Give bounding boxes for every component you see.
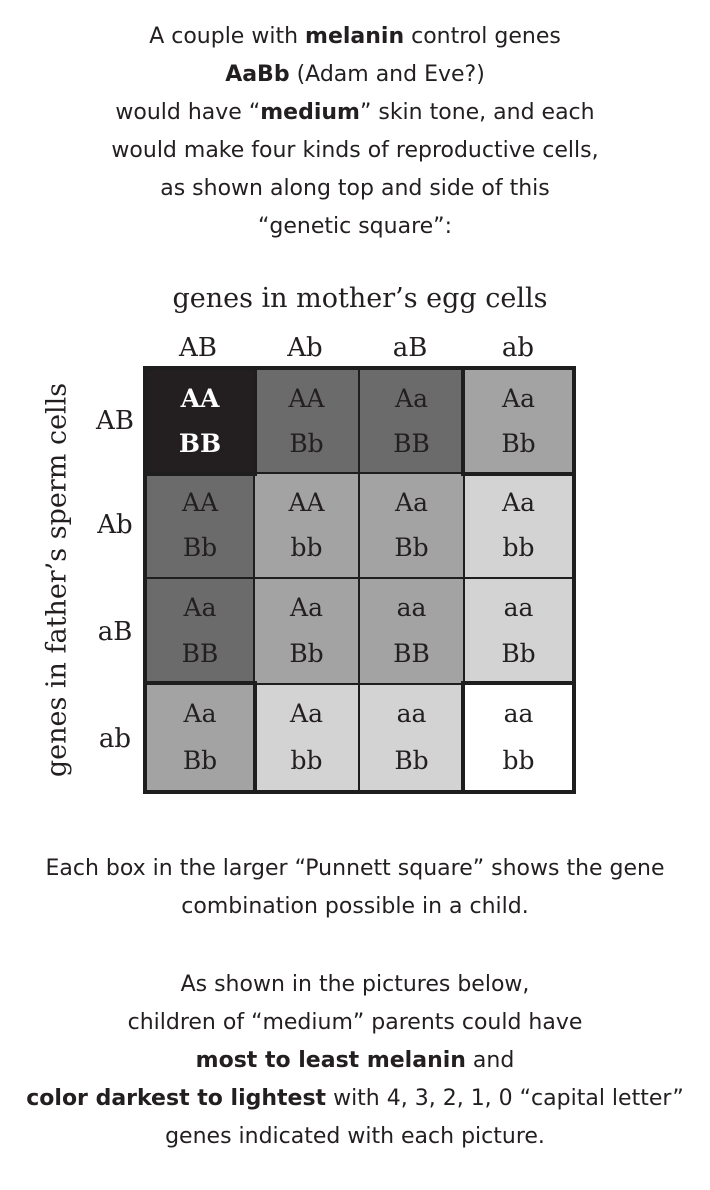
genotype-top: Aa (183, 699, 217, 729)
punnett-cell (147, 579, 253, 683)
outro-run: color darkest to lightest (26, 1086, 327, 1111)
punnett-cell (255, 370, 358, 472)
genotype-top: aa (396, 699, 427, 729)
genotype-bottom: BB (393, 428, 430, 458)
outro-line (0, 1004, 710, 1042)
intro-run: “genetic square”: (258, 214, 452, 239)
column-header-AB: AB (179, 333, 217, 363)
caption-text (0, 850, 710, 926)
column-header-aB: aB (392, 333, 428, 363)
genotype-top: AA (180, 383, 220, 413)
caption-line (0, 888, 710, 926)
genotype-top: Aa (183, 593, 217, 622)
genotype-bottom: Bb (501, 639, 536, 668)
genotype-top: Aa (502, 383, 535, 413)
genotype-top: aa (396, 593, 427, 622)
outro-line (0, 1118, 710, 1156)
genotype-bottom: BB (178, 428, 222, 458)
genotype-bottom: Bb (394, 745, 429, 775)
punnett-cell (147, 474, 253, 577)
caption-run: Each box in the larger “Punnett square” shows the gene (45, 856, 665, 881)
punnett-square (143, 366, 576, 794)
intro-run: control genes (404, 24, 561, 49)
genotype-top: AA (288, 487, 325, 517)
outro-run: children of “medium” parents could have (127, 1010, 583, 1035)
genotype-top: Aa (290, 699, 323, 729)
genotype-top: Aa (290, 593, 323, 622)
outro-text (0, 966, 710, 1156)
punnett-cell (255, 474, 358, 577)
genotype-bottom: bb (502, 745, 535, 775)
intro-run: would make four kinds of reproductive cells, (111, 138, 599, 163)
row-header-aB: aB (97, 617, 133, 647)
genotype-top: Aa (395, 383, 428, 413)
genotype-bottom: Bb (289, 428, 324, 458)
punnett-cell (360, 474, 463, 577)
punnett-cell (465, 579, 572, 683)
punnett-cell (465, 685, 572, 790)
caption-run: combination possible in a child. (181, 894, 529, 919)
outro-run: and (465, 1048, 515, 1073)
column-header-ab: ab (501, 333, 535, 363)
genotype-top: AA (288, 383, 325, 413)
genotype-bottom: Bb (289, 639, 324, 668)
intro-line (0, 94, 710, 132)
intro-run: (Adam and Eve?) (289, 62, 485, 87)
genotype-bottom: bb (290, 533, 323, 563)
punnett-cell (465, 474, 572, 577)
row-header-AB: AB (96, 406, 134, 436)
genotype-top: Aa (395, 487, 428, 517)
genotype-bottom: Bb (394, 533, 429, 563)
outro-run: genes indicated with each picture. (165, 1124, 545, 1149)
intro-line (0, 170, 710, 208)
intro-text (0, 18, 710, 246)
genotype-top: AA (181, 487, 219, 517)
outro-run: with 4, 3, 2, 1, 0 “capital letter” (326, 1086, 684, 1111)
genotype-bottom: Bb (501, 428, 536, 458)
intro-line (0, 208, 710, 246)
punnett-cell (360, 685, 463, 790)
column-header-Ab: Ab (287, 333, 323, 363)
intro-run: melanin (305, 24, 405, 49)
intro-run: A couple with (149, 24, 306, 49)
genotype-bottom: Bb (182, 533, 218, 563)
intro-line (0, 18, 710, 56)
row-header-Ab: Ab (97, 510, 133, 540)
intro-run: would have “ (115, 100, 261, 125)
caption-line (0, 850, 710, 888)
punnett-cell (255, 685, 358, 790)
punnett-cell (360, 579, 463, 683)
intro-run: ” skin tone, and each (359, 100, 595, 125)
genotype-bottom: BB (181, 639, 219, 668)
row-header-ab: ab (98, 724, 132, 754)
punnett-cell (465, 370, 572, 472)
outro-run: most to least melanin (195, 1048, 466, 1073)
intro-line (0, 56, 710, 94)
punnett-cell (147, 685, 253, 790)
intro-run: AaBb (225, 62, 290, 87)
outro-run: As shown in the pictures below, (180, 972, 530, 997)
genotype-top: aa (503, 593, 534, 622)
intro-run: medium (260, 100, 360, 125)
column-axis-title: genes in mother’s egg cells (172, 283, 548, 314)
genotype-bottom: BB (393, 639, 430, 668)
intro-run: as shown along top and side of this (160, 176, 550, 201)
genotype-bottom: bb (502, 533, 535, 563)
intro-line (0, 132, 710, 170)
punnett-cell (360, 370, 463, 472)
genotype-top: Aa (502, 487, 535, 517)
genotype-bottom: bb (290, 745, 323, 775)
punnett-cell (255, 579, 358, 683)
row-axis-title-text: genes in father’s sperm cells (41, 382, 73, 778)
genotype-top: aa (503, 699, 534, 729)
outro-line (0, 1042, 710, 1080)
punnett-cell (147, 370, 253, 472)
genotype-bottom: Bb (182, 745, 218, 775)
outro-line (0, 966, 710, 1004)
outro-line (0, 1080, 710, 1118)
